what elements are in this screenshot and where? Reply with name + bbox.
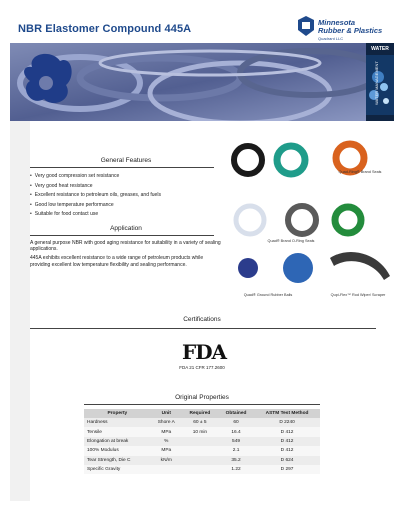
table-cell: 100% Modulus — [84, 446, 151, 455]
table-cell: 549 — [218, 437, 254, 446]
table-row — [84, 437, 320, 446]
application-paragraph-2: 445A exhibits excellent resistance to a wide range of petroleum products while providing excellent low temperature flexibility and sealing performance. — [30, 255, 204, 268]
water-splash-graphic — [366, 55, 394, 115]
column-header: Property — [84, 409, 151, 418]
rubber-ball-small — [238, 258, 258, 278]
table-cell: 16.4 — [218, 427, 254, 436]
table-cell — [151, 465, 182, 474]
table-cell: % — [151, 437, 182, 446]
table-cell: 60 ± 5 — [182, 418, 218, 427]
feature-item: • Very good compression set resistance — [30, 172, 161, 182]
table-cell — [182, 456, 218, 465]
logo-line-3: Quadrant LLC — [318, 36, 344, 41]
table-cell — [182, 437, 218, 446]
left-margin-band — [10, 121, 30, 501]
rubber-ball-large — [283, 253, 313, 283]
properties-heading: Original Properties — [175, 394, 229, 401]
feature-item: • Excellent resistance to petroleum oils, greases, and fuels — [30, 191, 161, 201]
table-cell: D 412 — [254, 437, 320, 446]
table-row — [84, 465, 320, 474]
table-row — [84, 456, 320, 465]
table-cell — [182, 446, 218, 455]
o-ring-green — [335, 207, 361, 233]
logo-icon — [296, 16, 316, 40]
features-list — [30, 172, 161, 220]
certifications-heading: Certifications — [183, 316, 221, 323]
table-cell: D 297 — [254, 465, 320, 474]
general-features-heading: General Features — [100, 157, 152, 164]
table-cell: 2.1 — [218, 446, 254, 455]
table-cell: 60 — [218, 418, 254, 427]
table-cell: 10 min — [182, 427, 218, 436]
column-header: ASTM Test Method — [254, 409, 320, 418]
water-vertical-label: WATER MANAGEMENT — [374, 61, 379, 105]
table-cell: MPa — [151, 446, 182, 455]
caption-quad-ring: Quad-Ring® Brand Seals — [338, 170, 382, 174]
table-cell: 1.22 — [218, 465, 254, 474]
water-label: WATER — [371, 46, 389, 52]
table-cell: D 2240 — [254, 418, 320, 427]
logo-line-2: Rubber & Plastics — [318, 26, 383, 35]
feature-item: • Very good heat resistance — [30, 182, 161, 192]
table-cell: kN/m — [151, 456, 182, 465]
company-logo — [296, 12, 396, 46]
table-header-row — [84, 409, 320, 418]
application-paragraph-1: A general purpose NBR with good aging resistance for suitability in a variety of sealing applications. — [30, 240, 221, 253]
feature-item: • Suitable for food contact use — [30, 210, 161, 220]
table-cell: Elongation at break — [84, 437, 151, 446]
table-cell — [182, 465, 218, 474]
table-row — [84, 418, 320, 427]
table-cell: 35.2 — [218, 456, 254, 465]
water-sidebar — [366, 43, 394, 121]
table-cell: D 412 — [254, 427, 320, 436]
certifications-rule — [30, 328, 376, 329]
caption-wiper: Qupi-Flex™ Rod Wiper/ Scraper — [330, 293, 386, 297]
table-cell: D 412 — [254, 446, 320, 455]
properties-table — [84, 409, 320, 474]
table-cell: D 624 — [254, 456, 320, 465]
table-cell: Tear Strength, Die C — [84, 456, 151, 465]
rod-wiper — [330, 252, 390, 280]
column-header: Unit — [151, 409, 182, 418]
table-row — [84, 427, 320, 436]
quad-ring-teal — [277, 146, 305, 174]
feature-item: • Good low temperature performance — [30, 201, 161, 211]
table-cell: Specific Gravity — [84, 465, 151, 474]
header-banner — [10, 43, 394, 121]
table-row — [84, 446, 320, 455]
table-cell: Hardness — [84, 418, 151, 427]
o-ring-grey — [288, 206, 316, 234]
quad-ring-orange — [336, 144, 364, 172]
properties-rule — [84, 404, 320, 405]
caption-balls: Quad® Ground Rubber Balls — [243, 293, 293, 297]
table-cell: Shore A — [151, 418, 182, 427]
logo-line-1: Minnesota — [318, 18, 356, 27]
table-cell: Tensile — [84, 427, 151, 436]
banner-graphic — [10, 43, 394, 121]
application-rule — [30, 235, 214, 236]
product-images — [228, 140, 398, 310]
general-features-rule — [30, 167, 214, 168]
fda-caption: FDA 21 CFR 177.2600 — [179, 365, 225, 370]
o-ring-white — [236, 206, 264, 234]
column-header: Obtained — [218, 409, 254, 418]
caption-quad-oring: Quad® Brand O-Ring Seals — [267, 239, 315, 243]
table-cell: MPa — [151, 427, 182, 436]
quad-ring-black — [234, 146, 262, 174]
page-title: NBR Elastomer Compound 445A — [18, 23, 192, 35]
column-header: Required — [182, 409, 218, 418]
fda-logo: FDA — [182, 340, 227, 364]
application-text — [30, 240, 222, 271]
application-heading: Application — [110, 225, 142, 232]
